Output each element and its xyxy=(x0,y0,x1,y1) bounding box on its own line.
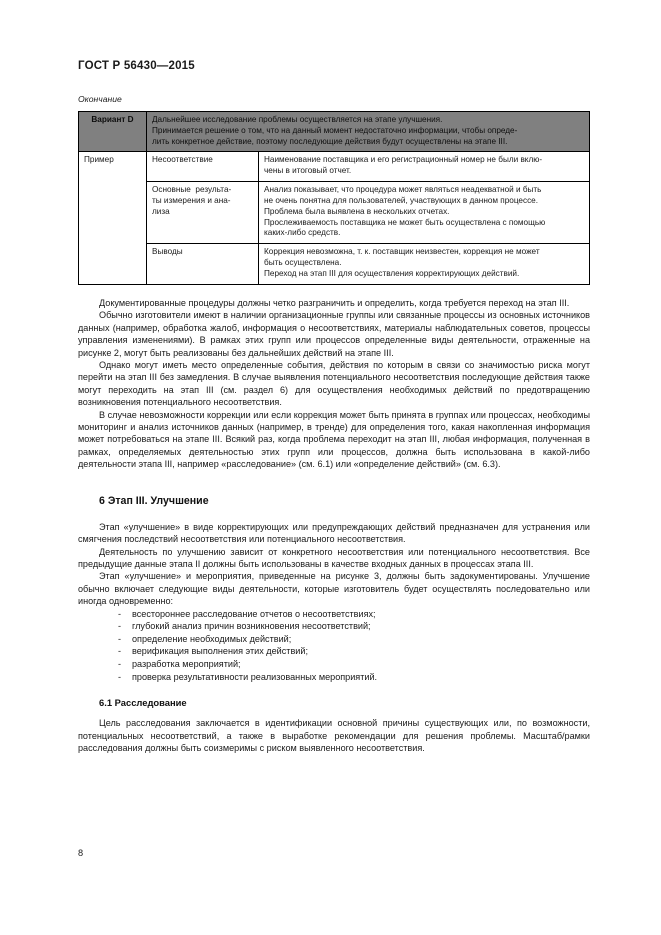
row-content-measurement-analysis xyxy=(259,182,590,244)
paragraph-documented-procedures: Документированные процедуры должны четко разграничить и определить, когда требуется переход на этап III. xyxy=(99,298,570,308)
list-item-label: верификация выполнения этих действий; xyxy=(132,646,308,657)
dash-marker: - xyxy=(118,646,122,657)
variant-description-cell xyxy=(147,112,590,152)
paragraph-events-stage-three: Однако могут иметь место определенные события, действия по которым в связи со значимостью риска могут перейти на этап III без замедления. В случае выявления потенциального несоответствия последующие действия также могут переходить на этап III (см. раздел 6) для осуществления необходимых действий по предотвращению возникновения потенциального несоответствия. xyxy=(78,360,590,408)
list-item-label: проверка результативности реализованных мероприятий. xyxy=(132,671,378,682)
list-item-label: разработка мероприятий; xyxy=(132,658,241,669)
row-content-nonconformity xyxy=(259,152,590,182)
dash-marker: - xyxy=(118,633,122,644)
row-label-measurement-analysis: Основные результа- ты измерения и ана- лиза xyxy=(147,182,259,244)
page-number: 8 xyxy=(78,848,84,858)
subheading-spacer xyxy=(78,708,590,717)
paragraph-correction-impossible: В случае невозможности коррекции или если коррекция может быть принята в группах или процессах, необходимы мониторинг и анализ источников данных (например, в тренде) для определения того, какая накопленная информация может потребоваться на этапе III. Всякий раз, когда проблема переходит на этап III, любая информация, полученная в рамках, определяемых деятельностью этих групп или процессов, должна быть использована в какой-либо деятельности этапа III, например «расследование» (см. 6.1) или «определение действий» (см. 6.3). xyxy=(78,409,590,470)
paragraph-improvement-activity: Деятельность по улучшению зависит от конкретного несоответствия или потенциального несоответствия. Все предыдущие данные этапа II должны быть использованы в качестве входных данных в процессах этапа III. xyxy=(78,546,590,569)
list-item xyxy=(78,671,590,684)
example-label-cell: Пример xyxy=(79,152,147,284)
cell-line: быть осуществлена. xyxy=(264,258,342,268)
heading-section-6: 6 Этап III. Улучшение xyxy=(99,494,209,507)
cell-line: Наименование поставщика и его регистрационный номер не были вклю- xyxy=(264,155,543,165)
body-text xyxy=(78,297,590,754)
list-item xyxy=(78,645,590,658)
dash-marker: - xyxy=(118,671,122,682)
subsection-spacer xyxy=(78,683,590,697)
list-item-label: определение необходимых действий; xyxy=(132,633,292,644)
variant-line: лить конкретное действие, поэтому последующие действия будут осуществлены на этапе III. xyxy=(152,136,508,146)
table-row xyxy=(79,112,590,152)
variant-line: Принимается решение о том, что на данный момент недостаточно информации, чтобы опреде- xyxy=(152,125,518,135)
row-label-conclusions: Выводы xyxy=(147,244,259,284)
paragraph-improvement-purpose: Этап «улучшение» в виде корректирующих или предупреждающих действий предназначен для устранения или смягчения последствий несоответствия или потенциального несоответствия. xyxy=(78,521,590,545)
table-row xyxy=(79,244,590,284)
improvement-activities-list xyxy=(78,608,590,684)
table-row xyxy=(79,152,590,182)
dash-marker: - xyxy=(118,658,122,669)
variant-d-table xyxy=(78,111,590,285)
cell-line: Переход на этап III для осуществления корректирующих действий. xyxy=(264,268,520,278)
variant-line: Дальнейшее исследование проблемы осуществляется на этапе улучшения. xyxy=(152,115,443,124)
dash-marker: - xyxy=(118,621,122,632)
standard-number-header: ГОСТ Р 56430—2015 xyxy=(78,60,195,72)
paragraph-improvement-documented: Этап «улучшение» и мероприятия, приведенные на рисунке 3, должны быть задокументированы. Улучшение обычно включает следующие виды деятельности, которые изготовитель будет осуществлять последовательно или иногда одновременно: xyxy=(78,571,590,607)
heading-section-6-1: 6.1 Расследование xyxy=(99,697,187,709)
cell-line: чены в итоговый отчет. xyxy=(264,166,352,176)
cell-line: Проблема была выявлена в нескольких отчетах. xyxy=(264,206,450,216)
heading-spacer xyxy=(78,507,590,521)
row-content-conclusions xyxy=(259,244,590,284)
paragraph-investigation-purpose: Цель расследования заключается в идентификации основной причины существующих или, по возможности, потенциальных несоответствий, а также в выработке рекомендации для решения проблемы. Масштаб/рамки расследования должны быть соизмеримы с риском выявленного несоответствия. xyxy=(78,718,590,753)
table-row xyxy=(79,182,590,244)
list-item-label: всестороннее расследование отчетов о несоответствиях; xyxy=(132,608,376,619)
list-item xyxy=(78,608,590,621)
paragraph-manufacturers-groups: Обычно изготовители имеют в наличии организационные группы или связанные процессы из основных источников данных (например, обработка жалоб, информация о несоответствиях, материалы наблюдательных советов, процессы управления изменениями). В рамках этих групп или процессов определенные виды деятельности, отраженные на рисунке 2, могут быть реализованы без дальнейших действий на этапе III. xyxy=(78,310,590,358)
list-item xyxy=(78,658,590,671)
cell-line: не очень понятна для пользователей, участвующих в данном процессе. xyxy=(264,195,538,205)
list-item-label: глубокий анализ причин возникновения несоответствий; xyxy=(132,621,371,632)
list-item xyxy=(78,620,590,633)
list-item xyxy=(78,633,590,646)
cell-line: каких-либо средств. xyxy=(264,228,341,238)
cell-line: Прослеживаемость поставщика не может быть осуществлена с помощью xyxy=(264,217,546,227)
cell-line: Коррекция невозможна, т. к. поставщик неизвестен, коррекция не может xyxy=(264,247,540,257)
dash-marker: - xyxy=(118,608,122,619)
cell-line: Анализ показывает, что процедура может являться неадекватной и быть xyxy=(264,185,542,195)
row-label-nonconformity: Несоответствие xyxy=(147,152,259,182)
variant-label-cell: Вариант D xyxy=(79,112,147,152)
section-spacer xyxy=(78,471,590,495)
variant-d-table-wrapper xyxy=(78,111,590,285)
table-continuation-note: Окончание xyxy=(78,94,122,104)
